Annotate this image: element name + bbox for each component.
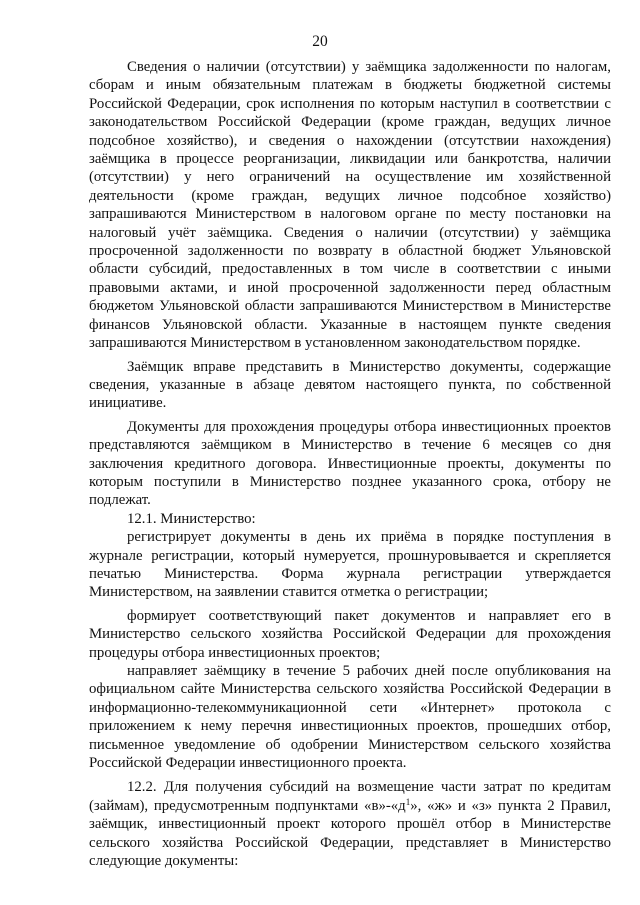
paragraph-12-2-part2: », «ж» и «з» пункта 2 Правил, заёмщик, инвестиционный проект которого прошёл отбор в Министерстве сельского хозяйства Российской Федерации, представляет в Министерство следующие документы: — [89, 797, 612, 870]
paragraph-forms-package: формирует соответствующий пакет документов и направляет его в Министерство сельского хозяйства Российской Федерации для прохождения процедуры отбора инвестиционных проектов; — [89, 607, 611, 661]
paragraph-tax-debt-info: Сведения о наличии (отсутствии) у заёмщика задолженности по налогам, сборам и иным обязательным платежам в бюджеты бюджетной системы Российской Федерации, срок исполнения по которым наступил в соответствии с законодательством Российской Федерации (кроме граждан, ведущих личное подсобное хозяйство), и сведения о нахождении (отсутствии нахождения) заёмщика в процессе реорганизации, ликвидации или банкротства, наличии (отсутствии) у него ограничений на осуществление им хозяйственной деятельности (кроме граждан, ведущих личное подсобное хозяйство) запрашиваются Министерством в налоговом органе по месту постановки на налоговый учёт заёмщика. Сведения о наличии (отсутствии) у заёмщика просроченной задолженности по возврату в областной бюджет Ульяновской области субсидий, предоставленных в том числе в соответствии с иными правовыми актами, и иной просроченной задолженности перед областным бюджетом Ульяновской области запрашиваются Министерством в Министерстве финансов Ульяновской области. Указанные в настоящем пункте сведения запрашиваются Министерством в установленном законодательством порядке. — [89, 59, 611, 352]
paragraph-sends-notification: направляет заёмщику в течение 5 рабочих дней после опубликования на официальном сайте Министерства сельского хозяйства Российской Федерации в информационно-телекоммуникационной сети «Интернет» протокола с приложением к нему перечня инвестиционных проектов, прошедших отбор, письменное уведомление об одобрении Министерством сельского хозяйства Российской Федерации инвестиционного проекта. — [89, 663, 611, 772]
paragraph-borrower-right: Заёмщик вправе представить в Министерство документы, содержащие сведения, указанные в абзаце девятом настоящего пункта, по собственной инициативе. — [89, 358, 611, 412]
paragraph-documents-deadline: Документы для прохождения процедуры отбора инвестиционных проектов представляются заёмщиком в Министерство в течение 6 месяцев со дня заключения кредитного договора. Инвестиционные проекты, документы по которым поступили в Министерство позднее указанного срока, отбору не подлежат. — [89, 418, 611, 509]
paragraph-12-2 — [89, 778, 611, 870]
paragraph-12-1-heading: 12.1. Министерство: — [127, 510, 256, 527]
page-number: 20 — [312, 33, 328, 50]
paragraph-registers: регистрирует документы в день их приёма в порядке поступления в журнале регистрации, который нумеруется, прошнуровывается и скрепляется печатью Министерства. Форма журнала регистрации утверждается Министерством, на заявлении ставится отметка о регистрации; — [89, 529, 611, 601]
document-body — [89, 58, 611, 870]
superscript-1: 1 — [405, 796, 411, 807]
paragraph-12-2-part1: 12.2. Для получения субсидий на возмещение части затрат по кредитам (займам), предусмотренным подпунктами «в»-«д — [89, 779, 611, 814]
